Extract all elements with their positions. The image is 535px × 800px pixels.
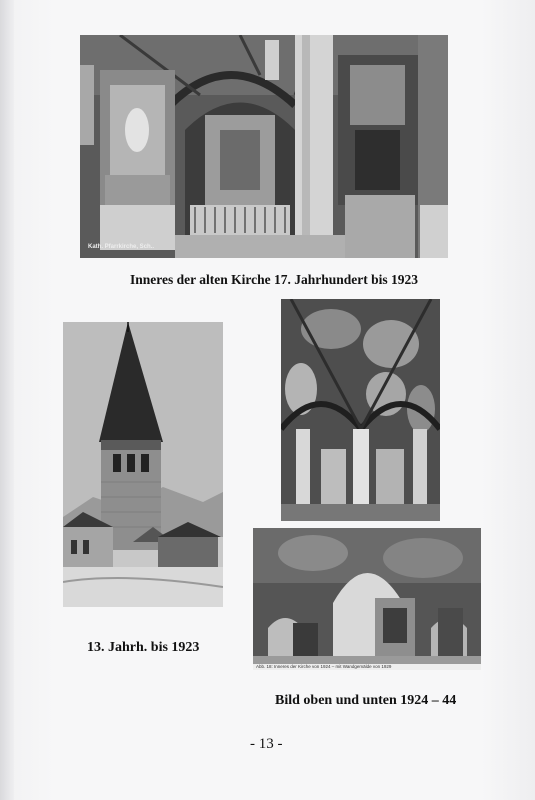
photo-small-caption: Abb. 18: Inneres der Kirche von 1924 – mit Wandgemälde von 1929	[256, 664, 392, 669]
photo-old-church-interior	[80, 35, 448, 258]
photo-interior-altar	[253, 528, 481, 670]
caption-left: 13. Jahrh. bis 1923	[87, 640, 200, 655]
caption-right: Bild oben und unten 1924 – 44	[275, 693, 457, 708]
photo-inscription: Kath. Pfarrkirche, Sch..	[88, 244, 155, 250]
page-gutter	[0, 0, 14, 800]
page-number: - 13 -	[250, 736, 283, 752]
photo-church-tower	[63, 322, 223, 607]
caption-top: Inneres der alten Kirche 17. Jahrhundert bis 1923	[130, 272, 419, 287]
photo-vault-murals	[281, 299, 440, 521]
